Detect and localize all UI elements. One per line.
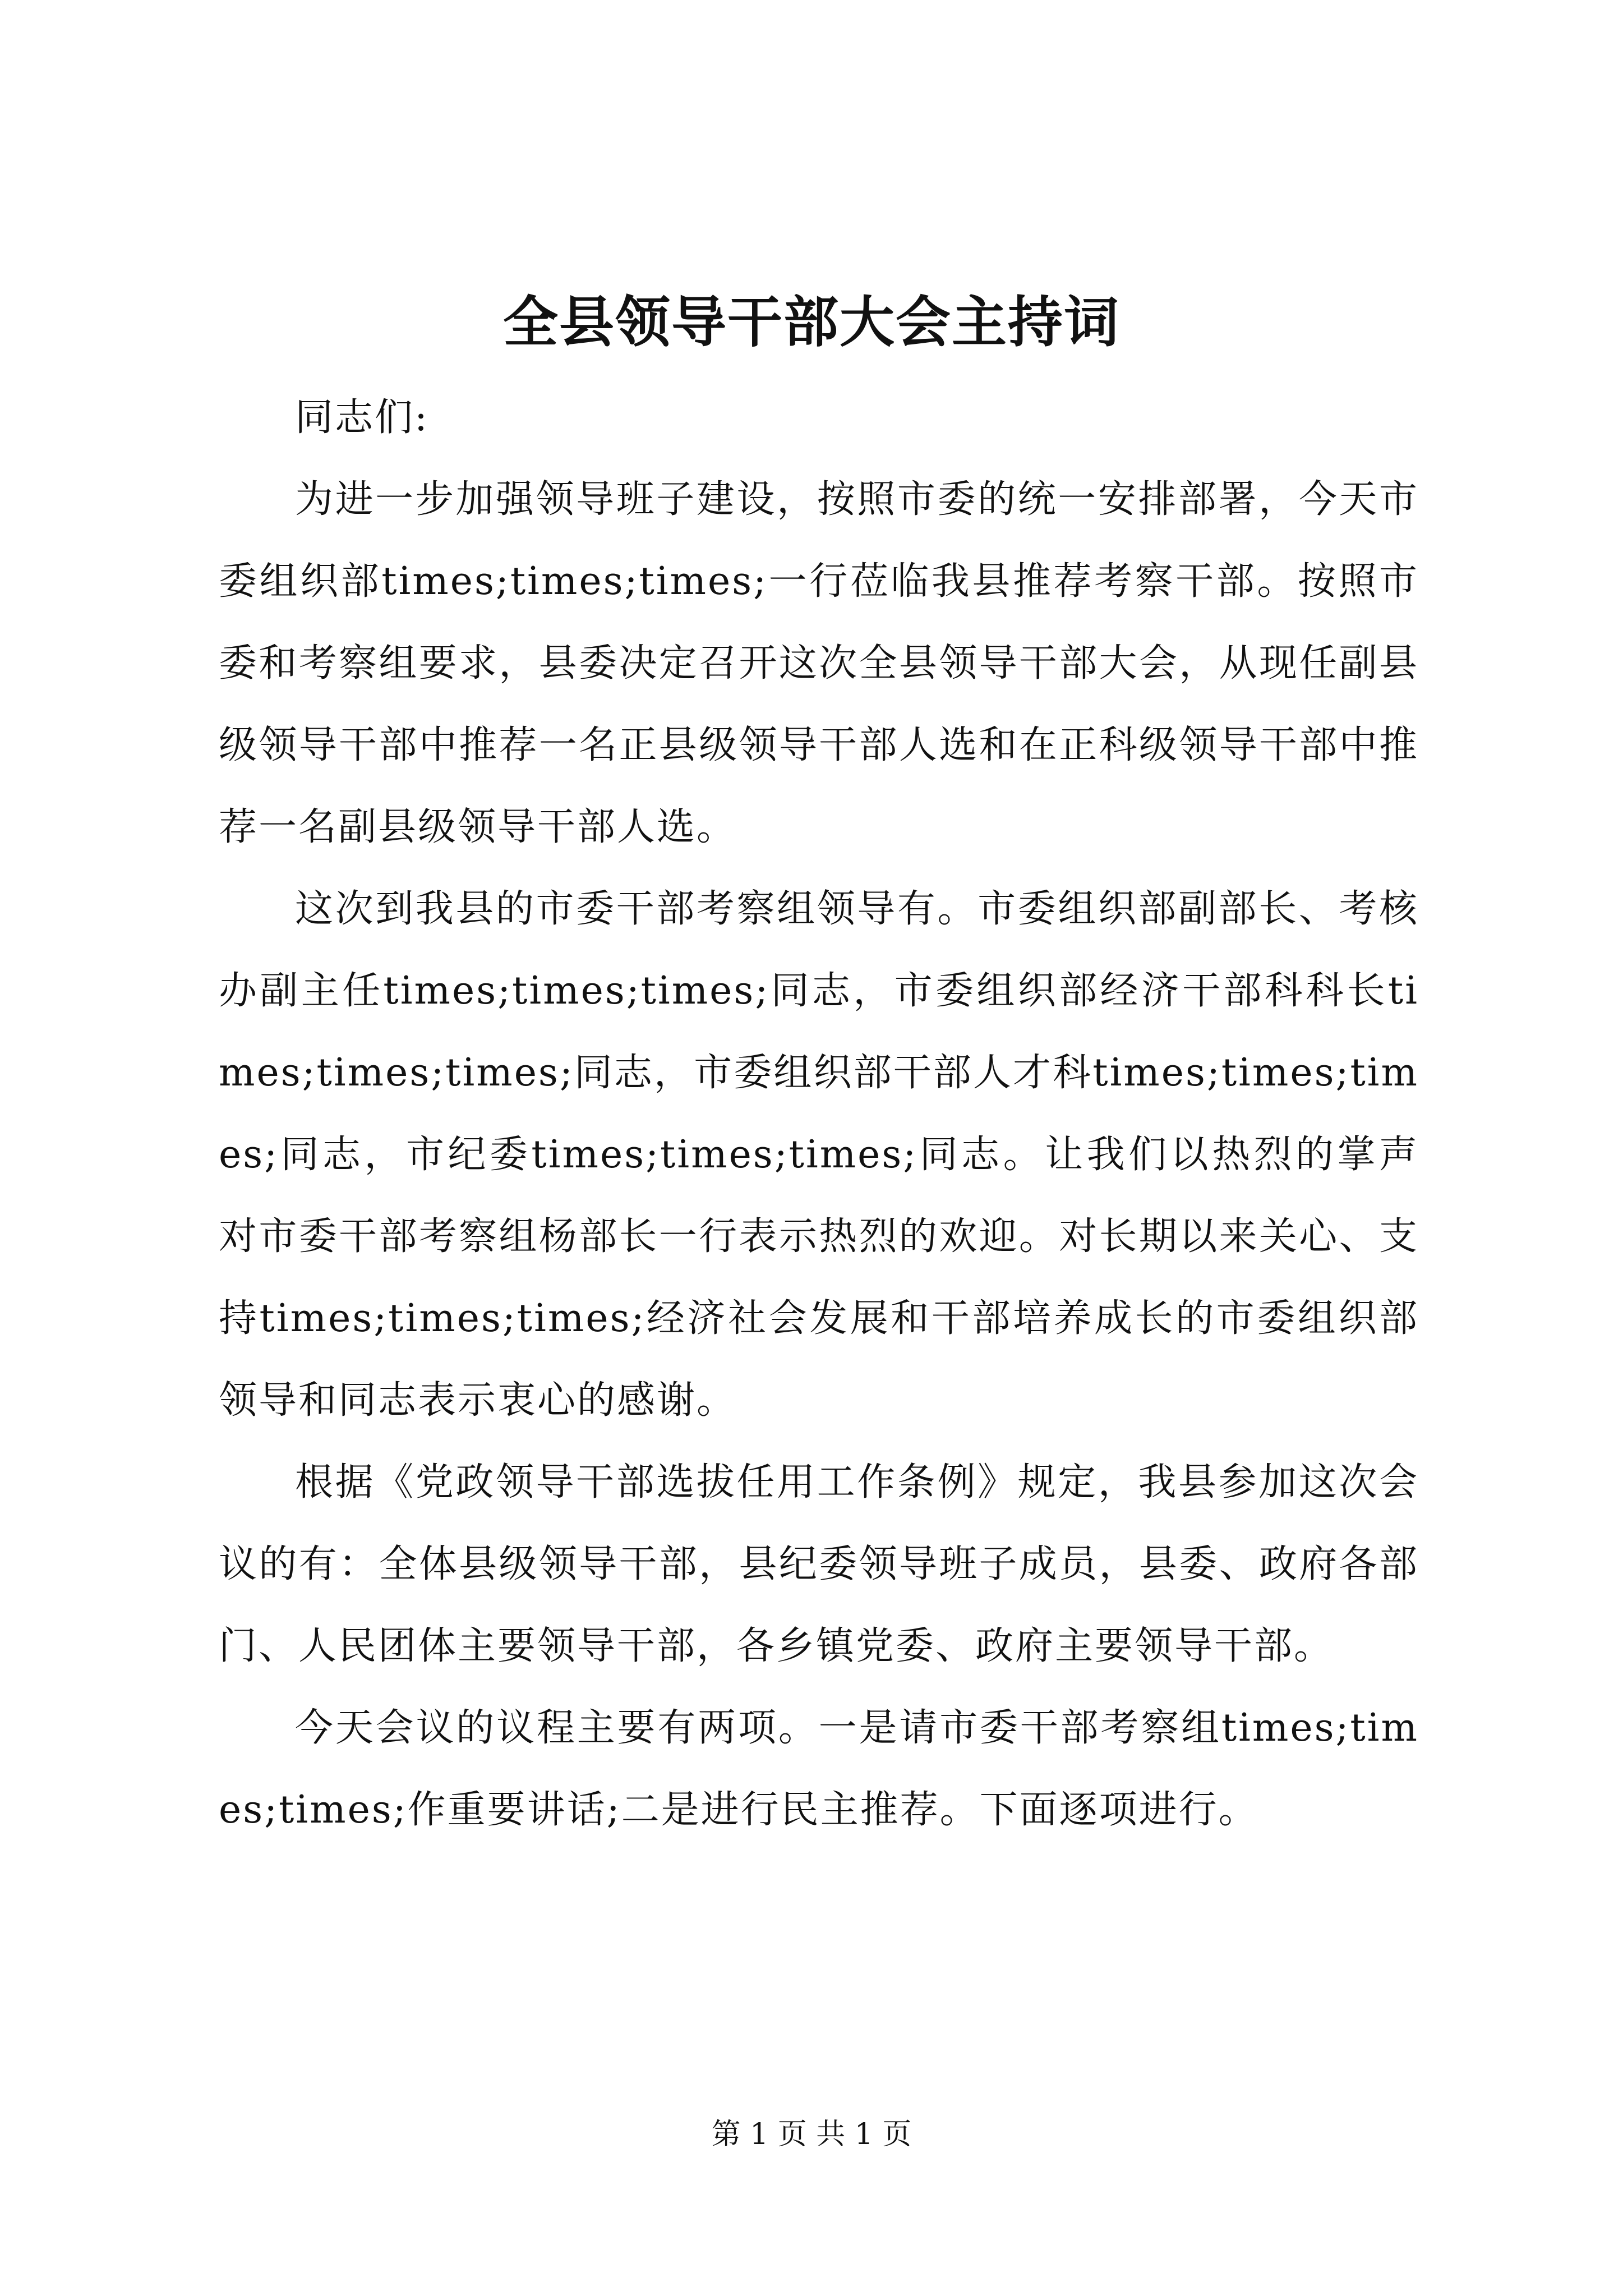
document-body (219, 377, 1419, 1851)
salutation: 同志们: (295, 395, 429, 440)
document-title: 全县领导干部大会主持词 (502, 291, 1120, 355)
paragraph-4: 今天会议的议程主要有两项。一是请市委干部考察组times;times;times;作重要讲话;二是进行民主推荐。下面逐项进行。 (219, 1706, 1419, 1832)
paragraph-3: 根据《党政领导干部选拔任用工作条例》规定，我县参加这次会议的有：全体县级领导干部，县纪委领导班子成员，县委、政府各部门、人民团体主要领导干部，各乡镇党委、政府主要领导干部。 (219, 1460, 1419, 1668)
page-footer: 第 1 页 共 1 页 (711, 2118, 912, 2151)
paragraph-1: 为进一步加强领导班子建设，按照市委的统一安排部署，今天市委组织部times;times;times;一行莅临我县推荐考察干部。按照市委和考察组要求，县委决定召开这次全县领导干部大会，从现任副县级领导干部中推荐一名正县级领导干部人选和在正科级领导干部中推荐一名副县级领导干部人选。 (219, 477, 1419, 849)
paragraph-2: 这次到我县的市委干部考察组领导有。市委组织部副部长、考核办副主任times;times;times;同志，市委组织部经济干部科科长times;times;times;同志，市委组织部干部人才科times;times;times;同志，市纪委times;times;times;同志。让我们以热烈的掌声对市委干部考察组杨部长一行表示热烈的欢迎。对长期以来关心、支持times;times;times;经济社会发展和干部培养成长的市委组织部领导和同志表示衷心的感谢。 (219, 887, 1419, 1423)
